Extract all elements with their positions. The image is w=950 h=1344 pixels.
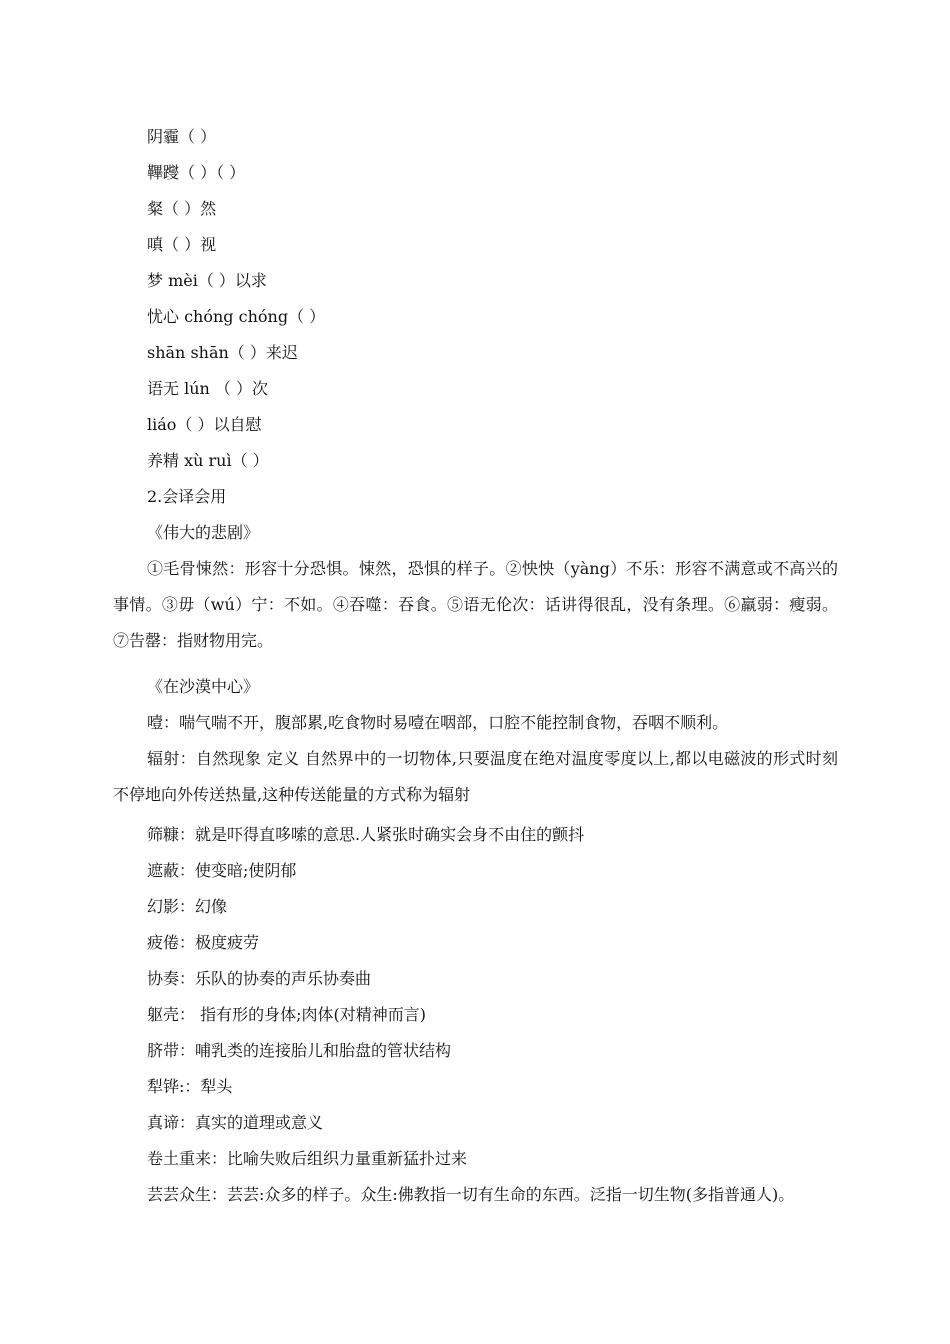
vocab-entry: 脐带：哺乳类的连接胎儿和胎盘的管状结构 [147,1041,452,1060]
article-title: 《伟大的悲剧》 [147,523,260,542]
vocab-entry: 幻影：幻像 [147,897,228,916]
article-notes: ①毛骨悚然：形容十分恐惧。悚然，恐惧的样子。②怏怏（yàng）不乐：形容不满意或不高兴的事情。③毋（wú）宁：不如。④吞噬：吞食。⑤语无伦次：话讲得很乱，没有条理。⑥羸弱：瘦弱。⑦告罄：指财物用完。 [113,559,838,650]
exercise-item: 梦 mèi（ ）以求 [147,271,267,290]
exercise-item: 语无 lún （ ）次 [147,379,268,398]
vocab-entry: 遮蔽：使变暗;使阴郁 [147,861,297,880]
vocab-entry: 躯壳： 指有形的身体;肉体(对精神而言) [147,1005,426,1024]
vocab-entry: 筛糠：就是吓得直哆嗦的意思.人紧张时确实会身不由住的颤抖 [147,825,585,844]
exercise-item: 嗔（ ）视 [147,235,217,254]
exercise-item: 粲（ ）然 [147,199,217,218]
vocab-entry: 协奏：乐队的协奏的声乐协奏曲 [147,969,372,988]
exercise-item: liáo（ ）以自慰 [147,415,262,434]
exercise-item: 养精 xù ruì（ ） [147,451,269,470]
article-title: 《在沙漠中心》 [147,677,260,696]
exercise-item: 阴霾（ ） [147,127,217,146]
exercise-item: 鞸躞（ ）（ ） [147,163,246,182]
section-title: 2.会译会用 [147,487,227,506]
vocab-entry: 芸芸众生：芸芸:众多的样子。众生:佛教指一切有生命的东西。泛指一切生物(多指普通人)。 [147,1185,795,1204]
vocab-entry: 辐射：自然现象 定义 自然界中的一切物体,只要温度在绝对温度零度以上,都以电磁波的形式时刻不停地向外传送热量,这种传送能量的方式称为辐射 [113,749,838,804]
vocab-entry: 噎：喘气喘不开，腹部累,吃食物时易噎在咽部，口腔不能控制食物，吞咽不顺利。 [147,713,729,732]
exercise-item: 忧心 chóng chóng（ ） [147,307,326,326]
vocab-entry: 犁铧:：犁头 [147,1077,233,1096]
vocab-entry: 卷土重来：比喻失败后组织力量重新猛扑过来 [147,1149,468,1168]
exercise-item: shān shān（ ）来迟 [147,343,298,362]
vocab-entry: 疲倦：极度疲劳 [147,933,260,952]
vocab-entry: 真谛：真实的道理或意义 [147,1113,324,1132]
